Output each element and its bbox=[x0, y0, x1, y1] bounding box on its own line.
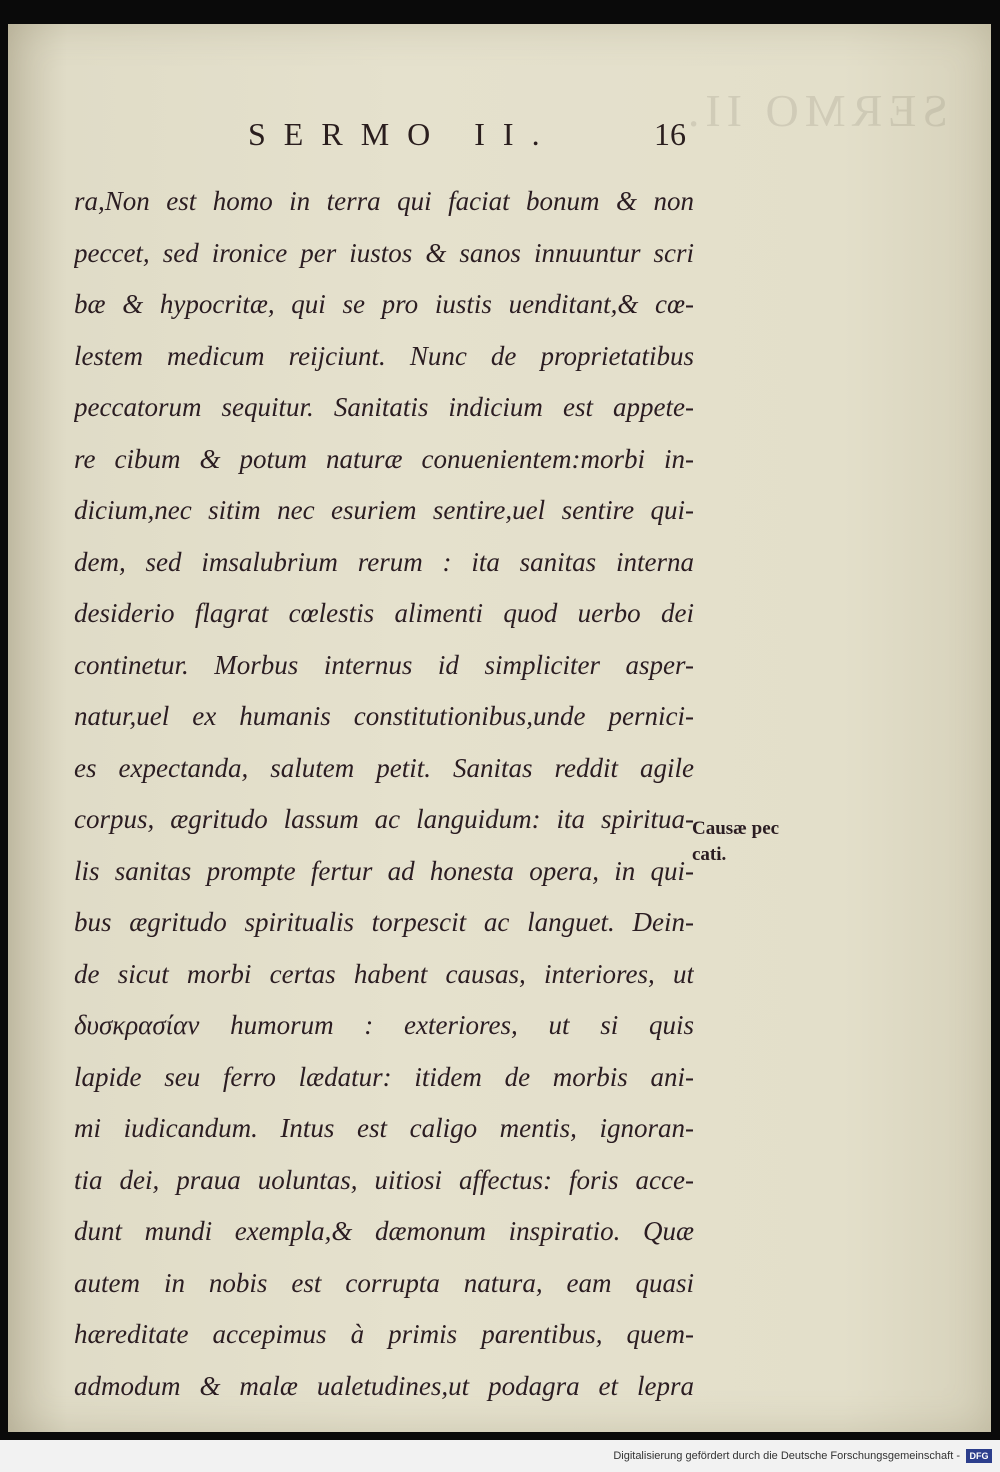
dfg-logo-icon: DFG bbox=[966, 1449, 992, 1463]
book-page bbox=[8, 24, 991, 1432]
text-line: continetur. Morbus internus id simpliciter asper- bbox=[74, 649, 694, 680]
text-line: desiderio flagrat cœlestis alimenti quod uerbo dei bbox=[74, 598, 694, 628]
text-line: mi iudicandum. Intus est caligo mentis, ignoran- bbox=[74, 1113, 694, 1143]
text-line: corpus, ægritudo lassum ac languidum: ita spiritua- bbox=[74, 804, 694, 834]
text-line: natur,uel ex humanis constitutionibus,unde pernici- bbox=[74, 701, 694, 731]
text-line: dicium,nec sitim nec esuriem sentire,uel sentire qui- bbox=[74, 495, 694, 525]
show-through-text: SERMO II. bbox=[681, 85, 948, 136]
marginal-note-line: cati. bbox=[692, 844, 727, 865]
text-line: dunt mundi exempla,& dæmonum inspiratio. Quæ bbox=[74, 1216, 694, 1246]
text-line: ra,Non est homo in terra qui faciat bonum & non bbox=[74, 186, 694, 216]
text-line: hæreditate accepimus à primis parentibus, quem- bbox=[74, 1319, 694, 1349]
funding-credit: Digitalisierung gefördert durch die Deutsche Forschungsgemeinschaft - bbox=[613, 1450, 960, 1462]
text-line: re cibum & potum naturæ conuenientem:morbi in- bbox=[74, 443, 694, 474]
page-number: 16 bbox=[654, 116, 686, 152]
text-line: de sicut morbi certas habent causas, interiores, ut bbox=[74, 958, 694, 989]
text-line: tia dei, praua uoluntas, uitiosi affectus: foris acce- bbox=[74, 1164, 694, 1195]
text-line: autem in nobis est corrupta natura, eam quasi bbox=[74, 1267, 694, 1298]
text-line: lapide seu ferro lædatur: itidem de morbis ani- bbox=[74, 1061, 694, 1092]
text-line: lestem medicum reijciunt. Nunc de proprietatibus bbox=[74, 340, 694, 371]
running-head: SERMO II. bbox=[248, 116, 558, 152]
text-line: admodum & malæ ualetudines,ut podagra et lepra bbox=[74, 1370, 694, 1401]
text-line: lis sanitas prompte fertur ad honesta opera, in qui- bbox=[74, 855, 694, 886]
text-line: es expectanda, salutem petit. Sanitas reddit agile bbox=[74, 752, 694, 783]
marginal-note-line: Causæ pec bbox=[692, 818, 780, 839]
text-line: bus ægritudo spiritualis torpescit ac languet. Dein- bbox=[74, 907, 694, 937]
text-line: bæ & hypocritæ, qui se pro iustis uenditant,& cœ- bbox=[74, 289, 694, 319]
text-line: dem, sed imsalubrium rerum : ita sanitas interna bbox=[74, 546, 694, 577]
marginal-note bbox=[692, 816, 779, 868]
text-line: δυσκρασίαν humorum : exteriores, ut si quis bbox=[74, 1010, 694, 1040]
text-line: peccatorum sequitur. Sanitatis indicium est appete- bbox=[74, 392, 694, 422]
footer-bar bbox=[0, 1440, 1000, 1472]
body-text bbox=[74, 176, 694, 1412]
text-line: peccet, sed ironice per iustos & sanos innuuntur scri bbox=[74, 237, 694, 268]
